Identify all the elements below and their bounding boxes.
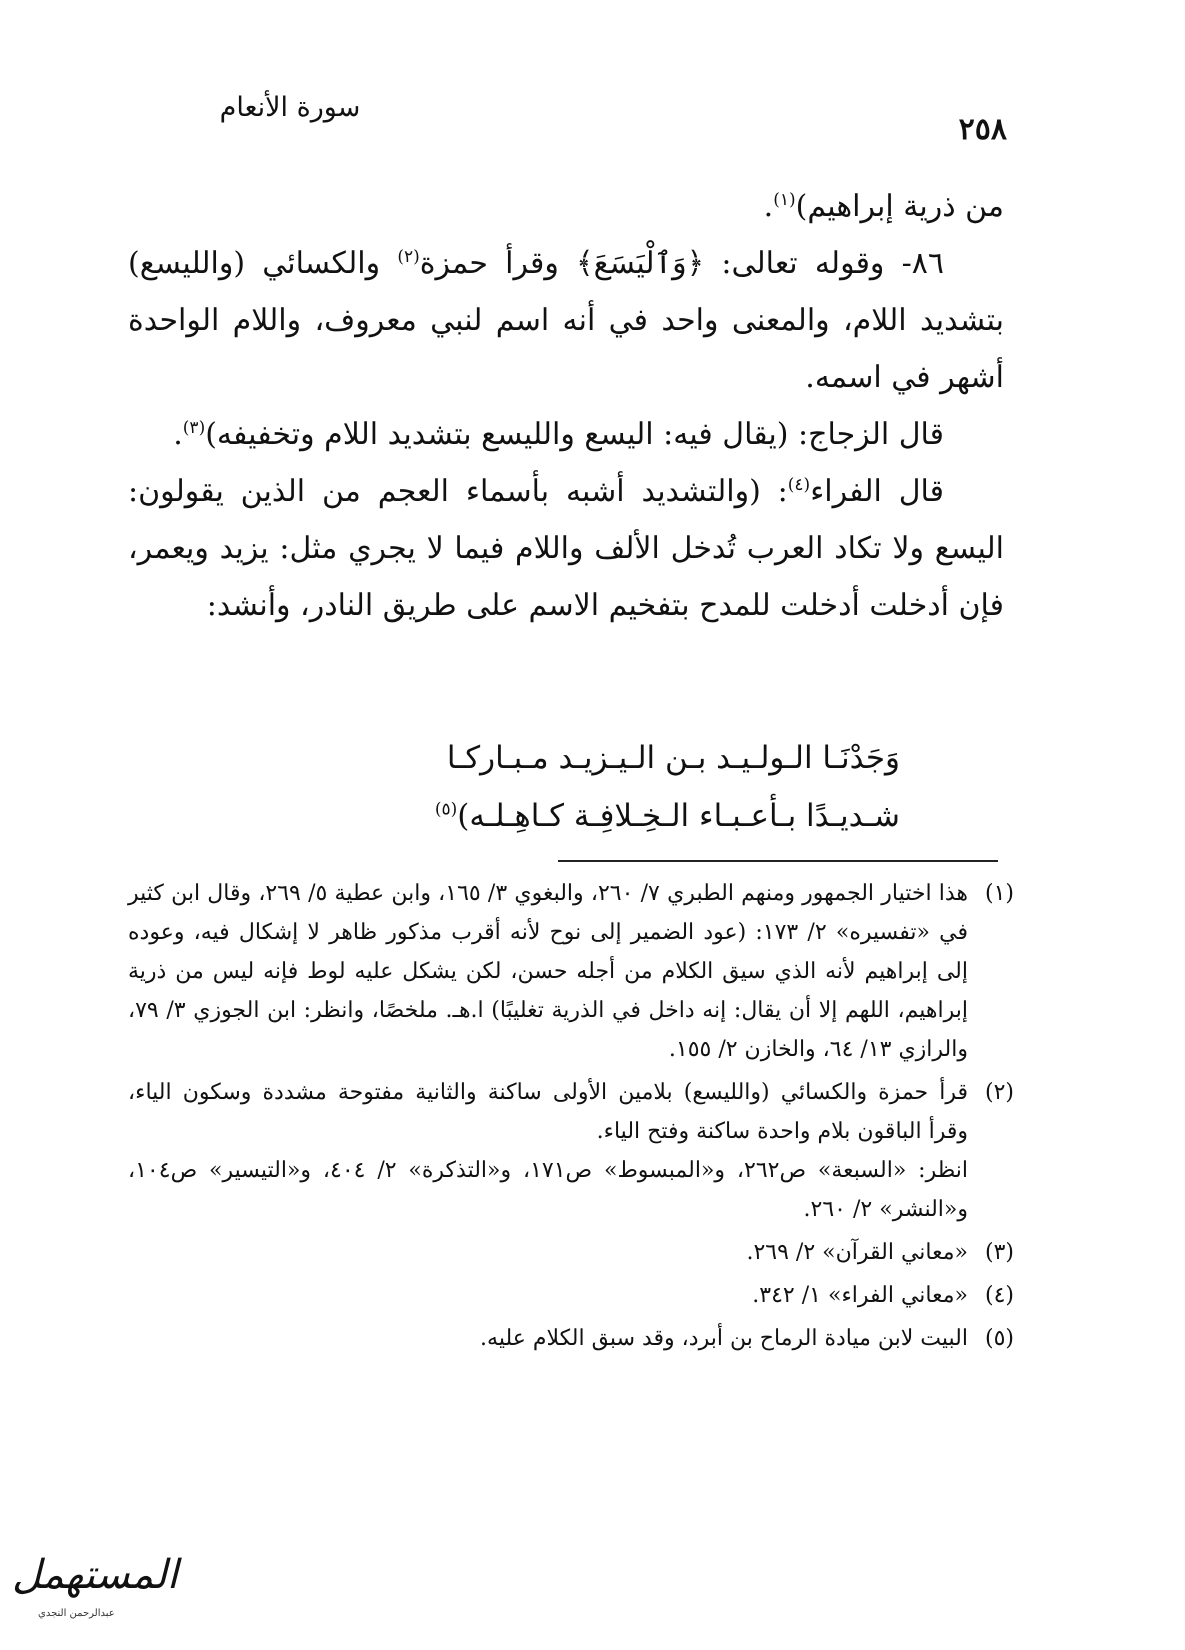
surah-title: سورة الأنعام [219,92,361,123]
poetry-verse-2: شـديـدًا بـأعـبـاء الـخِـلافِـة كـاهِـلـه)$^{(٥)}$ [434,798,900,834]
logo-subtext: عبدالرحمن النجدي [38,1608,115,1619]
main-text [128,178,1004,634]
paragraph-86: ٨٦- وقوله تعالى: ﴿وَٱلْيَسَعَ﴾ وقرأ حمزة$^{(٢)}$ والكسائي (والليسع) بتشديد اللام، والمعنى واحد في أنه اسم لنبي معروف، واللام الواحدة أشهر في اسمه. [128,246,1004,395]
footnote-2 [128,1073,1014,1229]
page-number: ٢٥٨ [958,112,1007,147]
footnote-number: (٣) [984,1240,1014,1265]
poetry-verse-1: وَجَدْنَـا الـولـيـد بـن الـيـزيـد مـبـاركـا [446,740,900,776]
footnote-number: (٢) [984,1080,1014,1105]
footnote-ref-1: (١) [773,190,796,210]
paragraph-farra: قال الفراء$^{(٤)}$: (والتشديد أشبه بأسماء العجم من الذين يقولون: اليسع ولا تكاد العرب تُدخل الألف واللام فيما لا يجري مثل: يزيد ويعمر، فإن أدخلت أدخلت للمدح بتفخيم الاسم على طريق النادر، وأنشد: [128,474,1004,623]
footnote-5 [128,1319,1014,1358]
footnote-ref-5: (٥) [434,799,458,820]
paragraph-continuation: من ذرية إبراهيم)$^{(١)}$. [763,189,1004,224]
footnote-text: قرأ حمزة والكسائي (والليسع) بلامين الأولى ساكنة والثانية مفتوحة مشددة وسكون الياء، وقرأ الباقون بلام واحدة ساكنة وفتح الياء. [128,1080,968,1144]
quran-quote: ﴿وَٱلْيَسَعَ﴾ [576,246,705,281]
footnote-4 [128,1276,1014,1315]
footnote-number: (٤) [984,1283,1014,1308]
footnote-divider [558,860,998,862]
logo-text: المستهمل [12,1552,179,1598]
footnote-ref-4: (٤) [787,475,811,495]
footnote-number: (٥) [984,1326,1014,1351]
footnote-text: البيت لابن ميادة الرماح بن أبرد، وقد سبق الكلام عليه. [480,1326,968,1351]
footnote-text: انظر: «السبعة» ص٢٦٢، و«المبسوط» ص١٧١، و«التذكرة» ٢/ ٤٠٤، و«التيسير» ص١٠٤، و«النشر» ٢/ ٢٦٠. [128,1158,969,1222]
footnote-text: «معاني الفراء» ١/ ٣٤٢. [752,1283,968,1308]
footnote-ref-3: (٣) [182,418,206,438]
footnote-text: هذا اختيار الجمهور ومنهم الطبري ٧/ ٢٦٠، والبغوي ٣/ ١٦٥، وابن عطية ٥/ ٢٦٩، وقال ابن كثير في «تفسيره» ٢/ ١٧٣: (عود الضمير إلى نوح لأنه أقرب مذكور ظاهر لا إشكال فيه، وعوده إلى إبراهيم لأنه الذي سيق الكلام من أجله حسن، لكن يشكل عليه لوط فإنه ليس من ذرية إبراهيم، اللهم إلا أن يقال: إنه داخل في الذرية تغليبًا) ا.هـ. ملخصًا، وانظر: ابن الجوزي ٣/ ٧٩، والرازي ١٣/ ٦٤، والخازن ٢/ ١٥٥. [128,881,969,1062]
footnote-text: «معاني القرآن» ٢/ ٢٦٩. [746,1240,968,1265]
footnote-number: (١) [984,881,1014,906]
watermark-logo [8,1552,179,1636]
paragraph-zajjaj: قال الزجاج: (يقال فيه: اليسع والليسع بتشديد اللام وتخفيفه)$^{(٣)}$. [173,417,944,452]
footnote-1 [128,874,1014,1069]
footnote-3 [128,1233,1014,1272]
footnotes [128,874,1014,1362]
footnote-ref-2: (٢) [397,247,420,267]
